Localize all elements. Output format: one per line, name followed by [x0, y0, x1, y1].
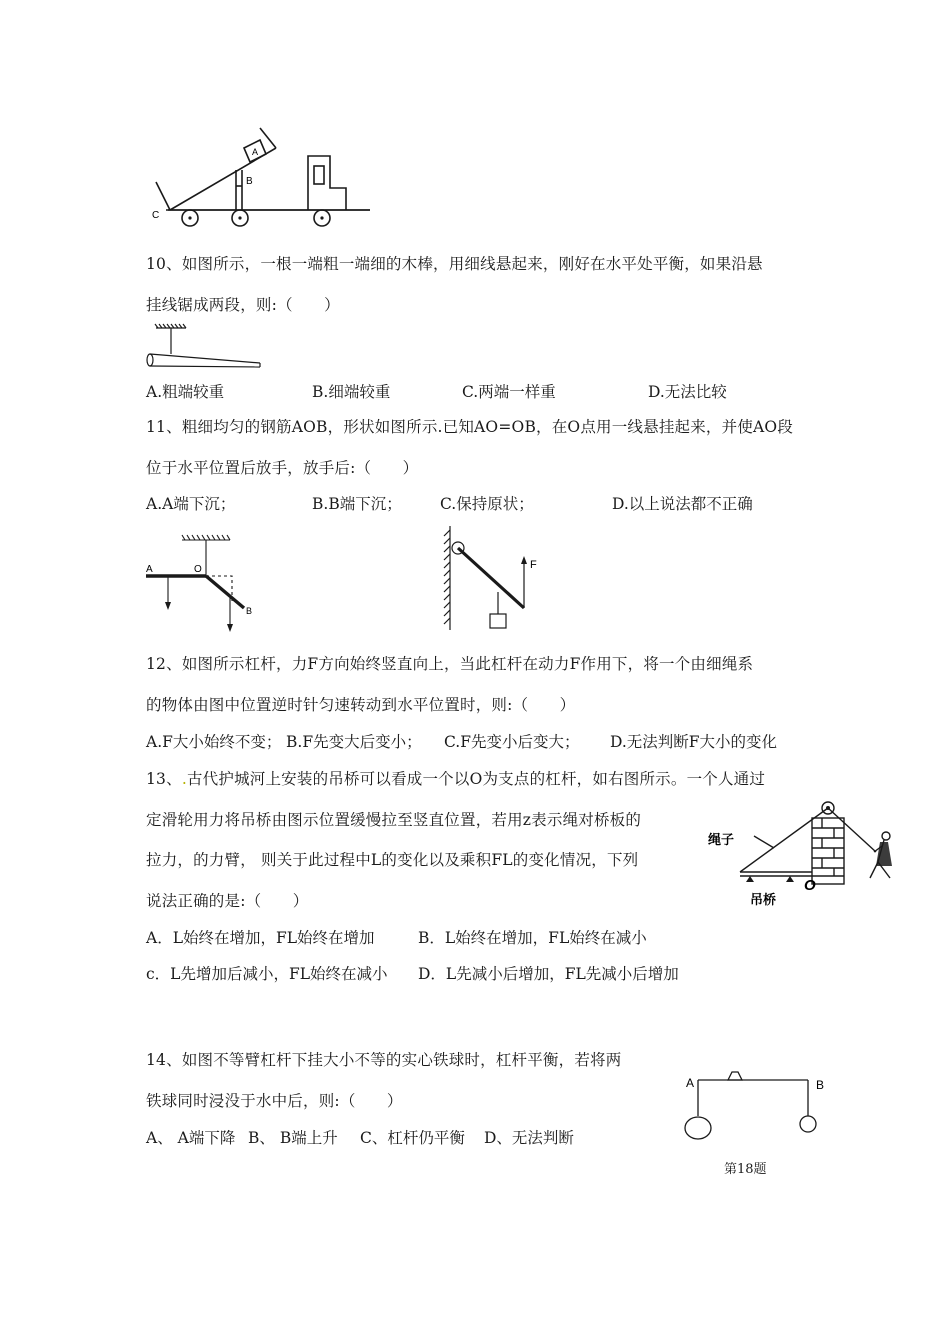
q11-option-b[interactable]: B.B端下沉； — [312, 495, 402, 513]
q14-unequal-lever-figure — [680, 1070, 830, 1146]
q12-option-b[interactable]: B.F先变大后变小； — [286, 733, 422, 751]
q11-stem-line2: 位于水平位置后放手，放手后:（ ） — [146, 459, 419, 477]
q11-option-c[interactable]: C.保持原状； — [440, 495, 534, 513]
q10-stem-line1: 10、如图所示，一根一端粗一端细的木棒，用细线悬起来，刚好在水平处平衡，如果沿悬 — [146, 255, 763, 273]
truck-label-b: B — [246, 176, 253, 187]
q10-option-d[interactable]: D.无法比较 — [648, 383, 727, 401]
q14-label-a: A — [686, 1076, 695, 1090]
q10-option-a[interactable]: A.粗端较重 — [146, 383, 225, 401]
q11-stem-line1: 11、粗细均匀的钢筋AOB，形状如图所示.已知AO=OB，在O点用一线悬挂起来，并使AO段 — [146, 418, 794, 436]
q14-option-a[interactable]: A、 A端下降 — [146, 1129, 236, 1147]
q10-stem-line2: 挂线锯成两段，则:（ ） — [146, 296, 340, 314]
q11-label-o: O — [194, 564, 202, 575]
q12-option-d[interactable]: D.无法判断F大小的变化 — [610, 733, 778, 751]
q13-drawbridge-figure — [704, 796, 904, 916]
q12-stem-line1: 12、如图所示杠杆，力F方向始终竖直向上，当此杠杆在动力F作用下，将一个由细绳系 — [146, 655, 754, 673]
truck-label-a: A — [252, 147, 259, 157]
q11-option-d[interactable]: D.以上说法都不正确 — [612, 495, 753, 513]
truck-lever-figure — [148, 118, 378, 230]
truck-label-c: C — [152, 210, 160, 221]
q12-option-c[interactable]: C.F先变小后变大； — [444, 733, 580, 751]
q13-stem-line4: 说法正确的是:（ ） — [146, 892, 309, 910]
q14-stem-line2: 铁球同时浸没于水中后，则:（ ） — [146, 1092, 403, 1110]
q13-stem-line1 — [146, 767, 765, 789]
q11-label-b: B — [246, 606, 253, 616]
q11-label-a: A — [146, 564, 153, 575]
q13-option-a[interactable]: A．L始终在增加，FL始终在增加 — [146, 929, 375, 947]
q14-stem-line1: 14、如图不等臂杠杆下挂大小不等的实心铁球时，杠杆平衡，若将两 — [146, 1051, 622, 1069]
q13-option-d[interactable]: D．L先减小后增加，FL先减小后增加 — [418, 965, 679, 983]
q13-option-b[interactable]: B．L始终在增加，FL始终在减小 — [418, 929, 647, 947]
q13-stem-text1: 古代护城河上安装的吊桥可以看成一个以O为支点的杠杆，如右图所示。一个人通过 — [186, 770, 766, 788]
q13-label-o: O — [804, 877, 816, 894]
q12-option-a[interactable]: A.F大小始终不变； — [146, 733, 282, 751]
q14-option-d[interactable]: D、无法判断 — [484, 1129, 574, 1147]
q13-dot: . — [181, 770, 187, 788]
q10-stick-figure — [142, 322, 268, 374]
q10-option-c[interactable]: C.两端一样重 — [462, 383, 556, 401]
q14-option-b[interactable]: B、 B端上升 — [248, 1129, 338, 1147]
q14-option-c[interactable]: C、杠杆仍平衡 — [360, 1129, 465, 1147]
q12-stem-line2: 的物体由图中位置逆时针匀速转动到水平位置时，则:（ ） — [146, 696, 576, 714]
q14-figure-caption: 第18题 — [724, 1162, 767, 1177]
q13-stem-line3: 拉力，的力臂， 则关于此过程中L的变化以及乘积FL的变化情况，下列 — [146, 851, 639, 869]
q11-bent-bar-figure — [142, 530, 272, 634]
q12-label-f: F — [530, 559, 537, 571]
q11-option-a[interactable]: A.A端下沉； — [146, 495, 236, 513]
q10-option-b[interactable]: B.细端较重 — [312, 383, 391, 401]
q13-stem-line2: 定滑轮用力将吊桥由图示位置缓慢拉至竖直位置，若用z表示绳对桥板的 — [146, 811, 642, 829]
q12-lever-figure — [436, 522, 546, 634]
q13-number: 13、 — [146, 770, 182, 788]
q13-label-bridge: 吊桥 — [750, 892, 777, 907]
q14-label-b: B — [816, 1078, 825, 1092]
q13-label-rope: 绳子 — [708, 832, 735, 847]
q13-option-c[interactable]: c．L先增加后减小，FL始终在减小 — [146, 965, 388, 983]
